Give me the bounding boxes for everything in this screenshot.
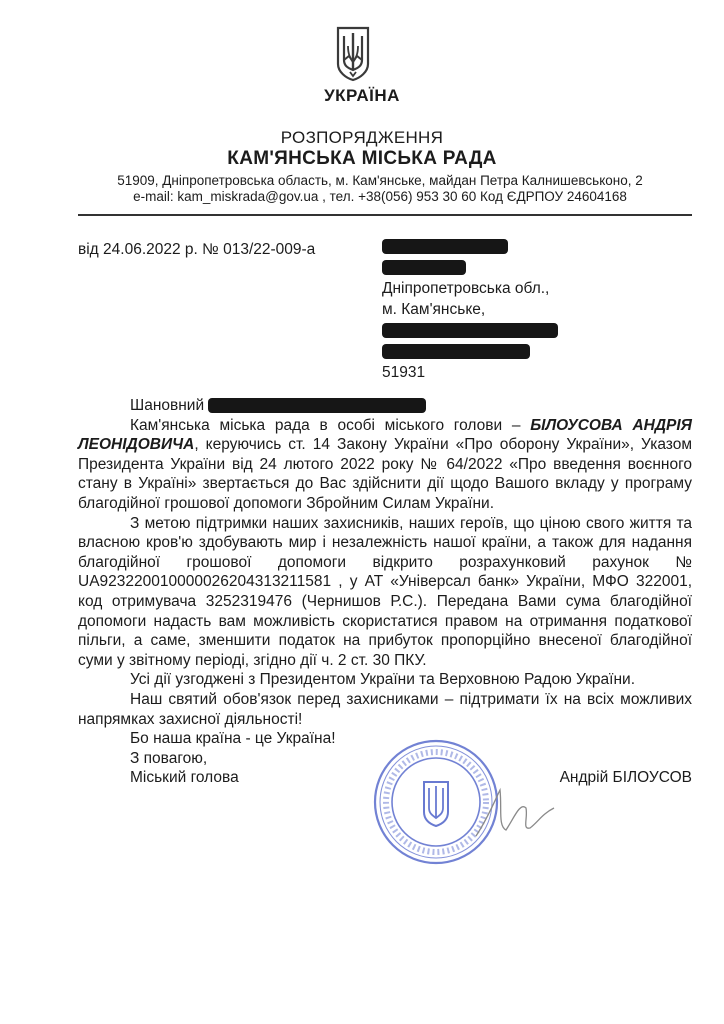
council-address: 51909, Дніпропетровська область, м. Кам'янське, майдан Петра Калнишевськоно, 2 [117, 173, 643, 188]
redacted-line [382, 320, 612, 341]
document-date-number: від 24.06.2022 р. № 013/22-009-а [78, 241, 316, 258]
recipient-block [382, 236, 612, 383]
paragraph-5: Бо наша країна - це Україна! [130, 730, 336, 748]
recipient-city: м. Кам'янське, [382, 301, 486, 318]
letter-body [78, 396, 692, 788]
paragraph-1 [78, 416, 692, 514]
council-name: КАМ'ЯНСЬКА МІСЬКА РАДА [227, 148, 497, 169]
redacted-line [382, 341, 612, 362]
trident-icon [334, 26, 372, 82]
signature-scribble [470, 778, 560, 848]
paragraph-4: Наш святий обов'язок перед захисниками – підтримати їх на всіх можливих напрямках захисної діяльності! [78, 690, 692, 728]
header-divider [78, 214, 692, 216]
redacted-line [382, 257, 612, 278]
mayor-name: БІЛОУСОВА АНДРІЯ ЛЕОНІДОВИЧА [78, 416, 692, 454]
council-contacts: e-mail: kam_miskrada@gov.ua , тел. +38(056) 953 30 60 Код ЄДРПОУ 24604168 [133, 189, 627, 204]
salutation: Шановний [130, 397, 205, 414]
paragraph-3: Усі дії узгоджені з Президентом України та Верховною Радою України. [130, 671, 635, 689]
paragraph-2: З метою підтримки наших захисників, наших героїв, що ціною свого життя та власною кров'ю здобувають мир і незалежність нашої країни, а також для надання благодійної грошової допомоги відкрито розрахунковий рахунок № UA923220010000026204313211581 , у АТ «Універсал банк» України, МФО 322001, код отримувача 3252319476 (Чернишов Р.С.). Передана Вами сума благодійної допомоги надасть вам можливість скористатися правом на отримання податкової пільги, а саме, зменшити податок на прибуток пропорційно внесеної благодійної суми у звітному періоді, згідно дії ч. 2 ст. 30 ПКУ. [78, 514, 692, 669]
signer-position: Міський голова [130, 769, 239, 787]
document-type: РОЗПОРЯДЖЕННЯ [280, 128, 444, 147]
paragraph-1-end: , керуючись ст. 14 Закону України «Про оборону України», Указом Президента України від 24 лютого 2022 року № 64/2022 «Про введення воєнного стану в Україні» звертається до Вас здійснити дії щодо Вашого вкладу у програму благодійної грошової допомоги Збройним Силам України. [78, 436, 692, 512]
redacted-line [382, 236, 612, 257]
signer-name: Андрій БІЛОУСОВ [559, 769, 692, 787]
regards: З повагою, [130, 749, 208, 767]
paragraph-1-start: Кам'янська міська рада в особі міського голови – [130, 416, 531, 434]
recipient-region: Дніпропетровська обл., [382, 280, 550, 297]
recipient-postcode: 51931 [382, 364, 426, 381]
salutation-line [78, 396, 692, 416]
redacted-name [208, 398, 426, 413]
country-title: УКРАЇНА [324, 86, 400, 105]
